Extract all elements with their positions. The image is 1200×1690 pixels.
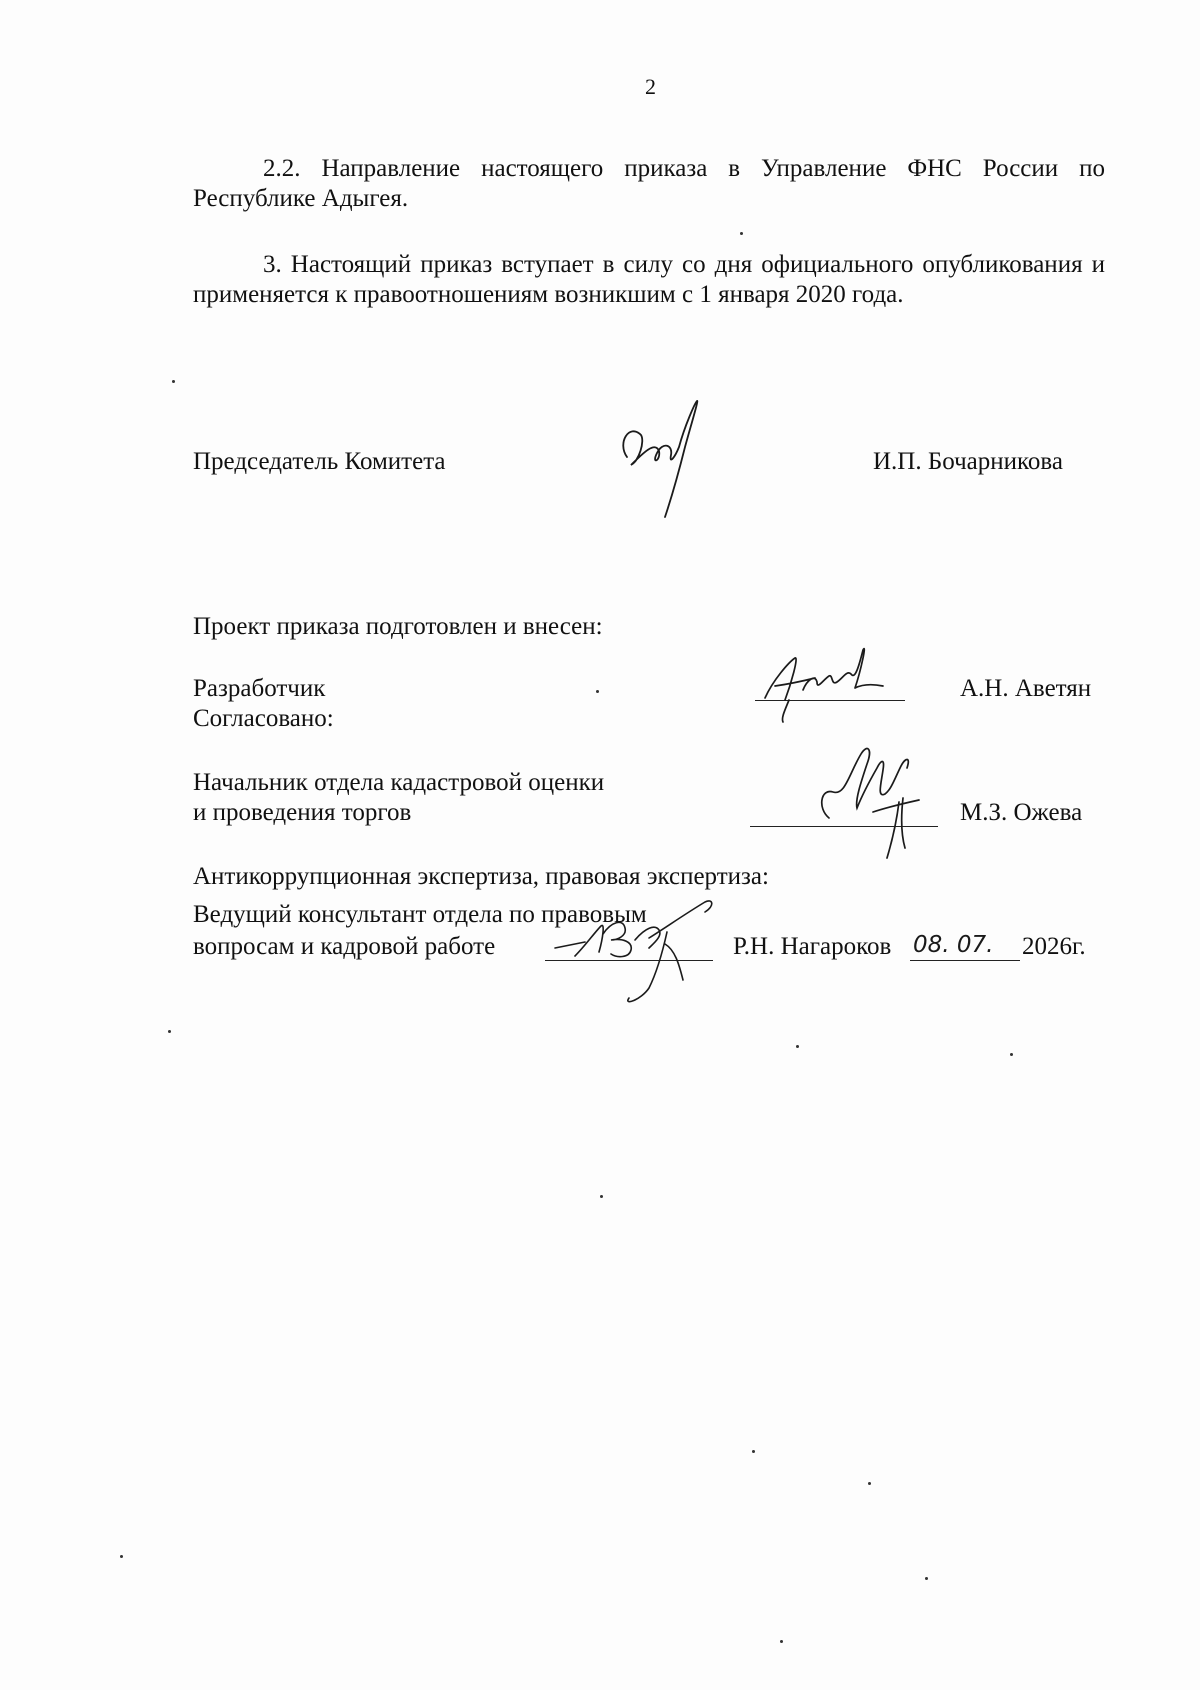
head-position-line2: и проведения торгов — [193, 799, 412, 826]
agreed-label: Согласовано: — [193, 705, 334, 732]
scan-speck — [752, 1450, 755, 1453]
scan-speck — [600, 1195, 603, 1198]
page-number: 2 — [645, 74, 656, 99]
expertise-heading: Антикоррупционная экспертиза, правовая экспертиза: — [193, 863, 769, 890]
consultant-position-line2: вопросам и кадровой работе — [193, 933, 496, 960]
head-name: М.З. Ожева — [960, 799, 1083, 826]
paragraph-2-2: 2.2. Направление настоящего приказа в Управление ФНС России по Республике Адыгея. — [193, 155, 1105, 212]
prepared-heading: Проект приказа подготовлен и внесен: — [193, 613, 603, 640]
scan-speck — [596, 690, 599, 693]
scan-speck — [172, 380, 175, 383]
scan-speck — [925, 1577, 928, 1580]
consultant-name: Р.Н. Нагароков — [733, 933, 892, 960]
developer-label: Разработчик — [193, 675, 326, 702]
scan-speck — [796, 1045, 799, 1048]
chairman-position: Председатель Комитета — [193, 448, 446, 475]
scan-speck — [868, 1482, 871, 1485]
consultant-signature — [545, 888, 745, 1013]
scan-speck — [1010, 1053, 1013, 1056]
scan-speck — [780, 1640, 783, 1643]
chairman-signature — [615, 395, 705, 520]
date-line — [910, 960, 1020, 961]
scan-speck — [740, 232, 743, 235]
head-signature — [815, 738, 945, 863]
consultant-position-line1: Ведущий консультант отдела по правовым — [193, 901, 647, 928]
scan-speck — [120, 1555, 123, 1558]
paragraph-3: 3. Настоящий приказ вступает в силу со дня официального опубликования и применяется к правоотношениям возникшим с 1 января 2020 года. — [193, 251, 1105, 308]
developer-signature — [755, 640, 905, 725]
scan-speck — [168, 1030, 171, 1033]
date-handwritten: 08. 07. — [913, 932, 994, 958]
developer-name: А.Н. Аветян — [960, 675, 1092, 702]
chairman-name: И.П. Бочарникова — [873, 448, 1063, 475]
date-year: 2026г. — [1022, 933, 1086, 960]
head-position-line1: Начальник отдела кадастровой оценки — [193, 769, 605, 796]
